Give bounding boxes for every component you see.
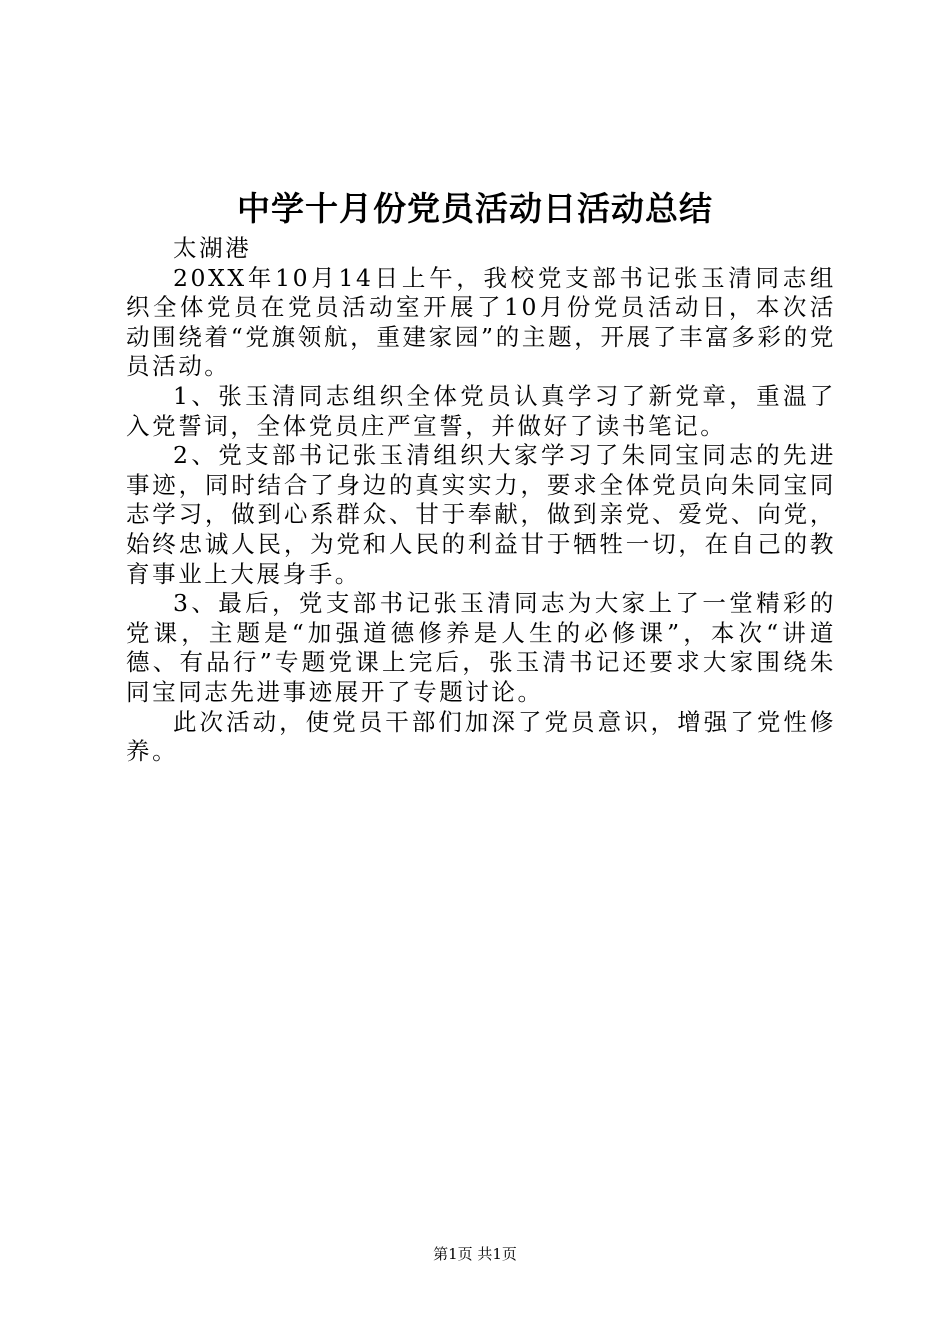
document-title: 中学十月份党员活动日活动总结	[237, 189, 713, 228]
paragraph-conclusion: 此次活动，使党员干部们加深了党员意识，增强了党性修养。	[126, 707, 836, 766]
paragraph-intro: 20XX年10月14日上午，我校党支部书记张玉清同志组织全体党员在党员活动室开展了10月份党员活动日，本次活动围绕着“党旗领航，重建家园”的主题，开展了丰富多彩的党员活动。	[126, 263, 836, 381]
document-body	[126, 234, 836, 767]
author-line: 太湖港	[173, 234, 252, 262]
page-footer: 第1页 共1页	[433, 1245, 517, 1263]
paragraph-item-1: 1、张玉清同志组织全体党员认真学习了新党章，重温了入党誓词，全体党员庄严宣誓，并做好了读书笔记。	[126, 381, 836, 440]
paragraph-item-2: 2、党支部书记张玉清组织大家学习了朱同宝同志的先进事迹，同时结合了身边的真实实力，要求全体党员向朱同宝同志学习，做到心系群众、甘于奉献，做到亲党、爱党、向党，始终忠诚人民，为党和人民的利益甘于牺牲一切，在自己的教育事业上大展身手。	[126, 441, 836, 588]
paragraph-item-3: 3、最后，党支部书记张玉清同志为大家上了一堂精彩的党课，主题是“加强道德修养是人生的必修课”，本次“讲道德、有品行”专题党课上完后，张玉清书记还要求大家围绕朱同宝同志先进事迹展开了专题讨论。	[126, 589, 836, 706]
